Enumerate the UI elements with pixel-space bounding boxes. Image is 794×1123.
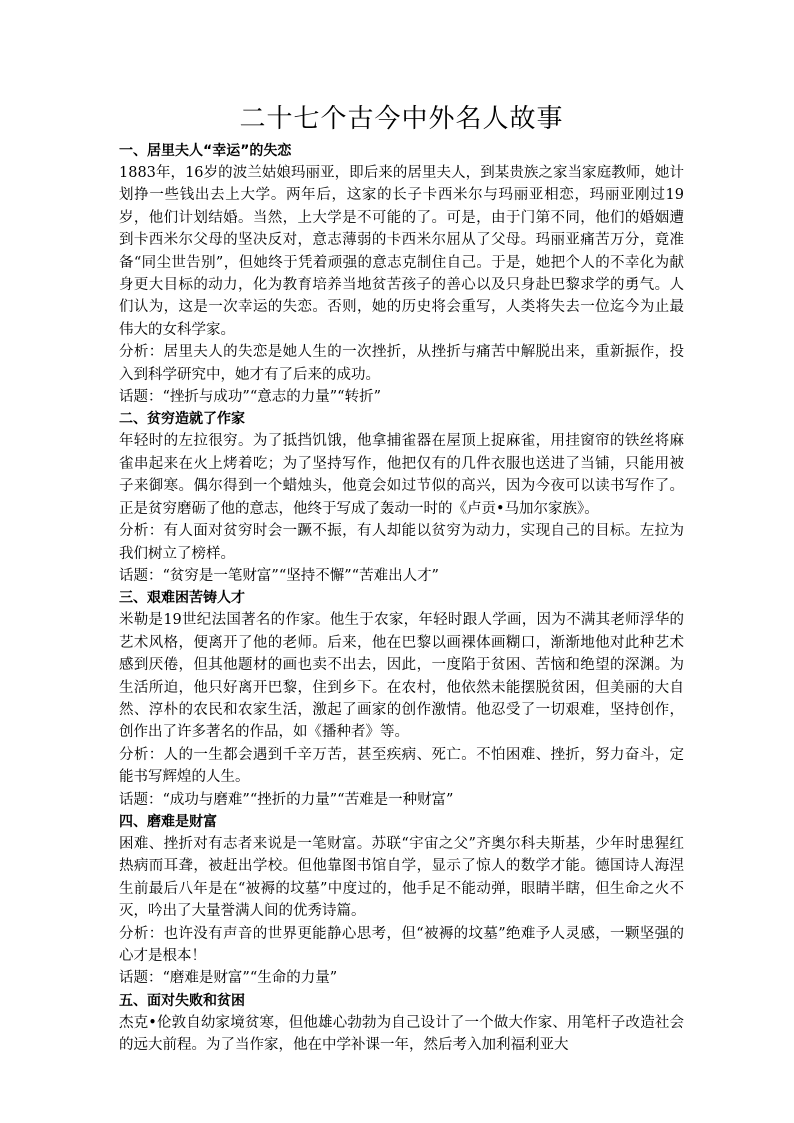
section-heading: 四、磨难是财富 xyxy=(119,813,217,830)
section-heading: 二、贫穷造就了作家 xyxy=(119,411,245,428)
topic-line: 话题：“贫穷是一笔财富”“坚持不懈”“苦难出人才” xyxy=(119,567,439,584)
analysis-paragraph: 分析：也许没有声音的世界更能静心思考，但“被褥的坟墓”绝难予人灵感，一颗坚强的心才是根本！ xyxy=(119,925,684,964)
analysis-paragraph: 分析：有人面对贫穷时会一蹶不振，有人却能以贫穷为动力，实现自己的目标。左拉为我们树立了榜样。 xyxy=(119,523,684,562)
section-heading: 五、面对失败和贫困 xyxy=(119,992,245,1009)
topic-line: 话题：“挫折与成功”“意志的力量”“转折” xyxy=(119,389,381,406)
section-2 xyxy=(119,408,684,587)
story-paragraph: 年轻时的左拉很穷。为了抵挡饥饿，他拿捕雀器在屋顶上捉麻雀，用挂窗帘的铁丝将麻雀串起来在火上烤着吃；为了坚持写作，他把仅有的几件衣服也送进了当铺，只能用被子来御寒。偶尔得到一个蜡烛头，他竟会如过节似的高兴，因为今夜可以读书写作了。正是贫穷磨砺了他的意志，他终于写成了轰动一时的《卢贡•马加尔家族》。 xyxy=(119,433,684,517)
story-paragraph: 杰克•伦敦自幼家境贫寒，但他雄心勃勃为自己设计了一个做大作家、用笔杆子改造社会的远大前程。为了当作家，他在中学补课一年，然后考入加利福利亚大 xyxy=(119,1014,684,1054)
section-1 xyxy=(119,140,684,408)
story-paragraph: 1883年，16岁的波兰姑娘玛丽亚，即后来的居里夫人，到某贵族之家当家庭教师，她计划挣一些钱出去上大学。两年后，这家的长子卡西米尔与玛丽亚相恋，玛丽亚刚过19岁，他们计划结婚。当然，上大学是不可能的了。可是，由于门第不同，他们的婚姻遭到卡西米尔父母的坚决反对，意志薄弱的卡西米尔屈从了父母。玛丽亚痛苦万分，竟准备“同尘世告别”，但她终于凭着顽强的意志克制住自己。于是，她把个人的不幸化为献身更大目标的动力，化为教育培养当地贫苦孩子的善心以及只身赴巴黎求学的勇气。人们认为，这是一次幸运的失恋。否则，她的历史将会重写，人类将失去一位迄今为止最伟大的女科学家。 xyxy=(119,165,684,338)
section-5 xyxy=(119,990,684,1057)
analysis-paragraph: 分析：人的一生都会遇到千辛万苦，甚至疾病、死亡。不怕困难、挫折，努力奋斗，定能书写辉煌的人生。 xyxy=(119,746,684,786)
section-heading: 一、居里夫人“幸运”的失恋 xyxy=(119,143,292,159)
section-3 xyxy=(119,587,684,811)
story-paragraph: 米勒是19世纪法国著名的作家。他生于农家，年轻时跟人学画，因为不满其老师浮华的艺术风格，便离开了他的老师。后来，他在巴黎以画裸体画糊口，渐渐地他对此种艺术感到厌倦，但其他题材的画也卖不出去，因此，一度陷于贫困、苦恼和绝望的深渊。为生活所迫，他只好离开巴黎，住到乡下。在农村，他依然未能摆脱贫困，但美丽的大自然、淳朴的农民和农家生活，激起了画家的创作激情。他忍受了一切艰难，坚持创作，创作出了许多著名的作品，如《播种者》等。 xyxy=(119,612,684,741)
analysis-paragraph: 分析：居里夫人的失恋是她人生的一次挫折，从挫折与痛苦中解脱出来，重新振作，投入到科学研究中，她才有了后来的成功。 xyxy=(119,344,684,383)
section-4 xyxy=(119,811,684,990)
story-paragraph: 困难、挫折对有志者来说是一笔财富。苏联“宇宙之父”齐奥尔科夫斯基，少年时患猩红热病而耳聋，被赶出学校。但他靠图书馆自学，显示了惊人的数学才能。德国诗人海涅生前最后八年是在“被褥的坟墓”中度过的，他手足不能动弹，眼睛半瞎，但生命之火不灭，吟出了大量誉满人间的优秀诗篇。 xyxy=(119,835,684,920)
section-heading: 三、艰难困苦铸人才 xyxy=(119,590,245,607)
topic-line: 话题：“磨难是财富”“生命的力量” xyxy=(119,970,338,987)
document-title: 二十七个古今中外名人故事 xyxy=(239,104,564,134)
topic-line: 话题：“成功与磨难”“挫折的力量”“苦难是一种财富” xyxy=(119,791,454,808)
